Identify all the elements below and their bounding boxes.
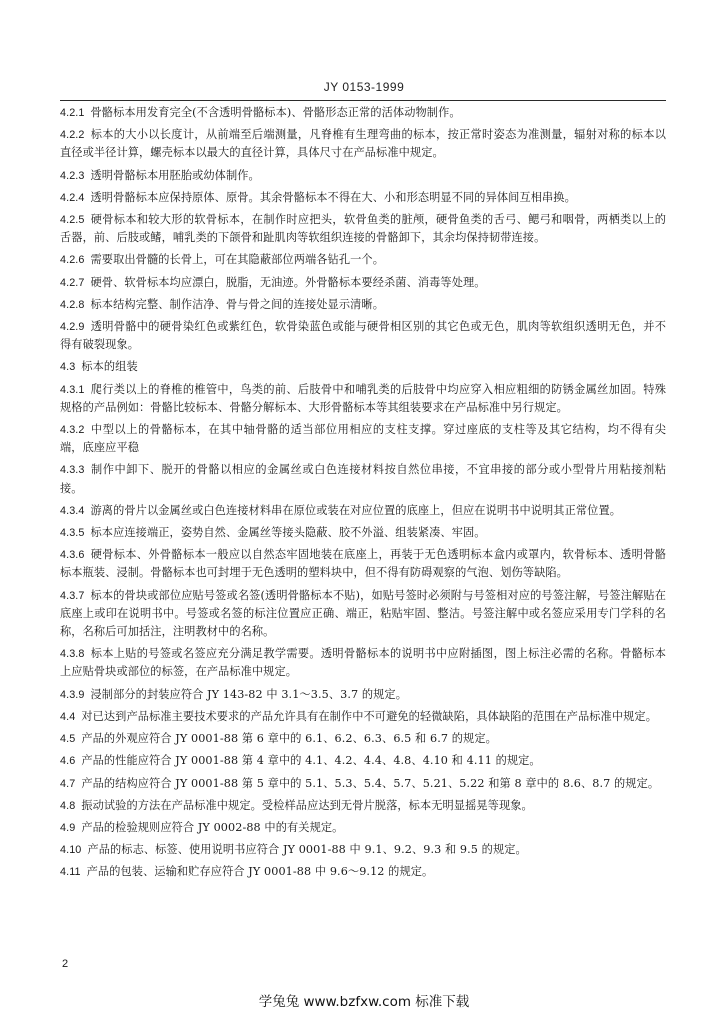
clause-text: 硬骨、软骨标本均应漂白，脱脂，无油迹。外骨骼标本要经杀菌、消毒等处理。 [90,275,486,289]
clause [60,546,666,582]
clause-number: 4.2.2 [60,129,85,142]
clause-text: 产品的检验规则应符合 JY 0002-88 中的有关规定。 [81,820,344,834]
clause [60,296,666,314]
clause [60,752,666,770]
clause [60,645,666,681]
clause-number: 4.3.5 [60,527,85,540]
clause [60,189,666,207]
clause-number: 4.10 [60,844,82,857]
clause-text: 产品的结构应符合 JY 0001-88 第 5 章中的 5.1、5.3、5.4、5.7、5.21、5.22 和第 8 章中的 8.6、8.7 的规定。 [81,776,660,790]
clause-number: 4.3.8 [60,648,85,661]
clause-number: 4.2.3 [60,169,85,182]
page-number: 2 [62,958,69,970]
clause [60,358,666,376]
clause-number: 4.8 [60,799,76,812]
clause-text: 标本结构完整、制作洁净、骨与骨之间的连接处显示清晰。 [90,297,384,311]
document-body [60,104,666,882]
clause [60,863,666,881]
clause-text: 中型以上的骨骼标本，在其中轴骨骼的适当部位用相应的支柱支撑。穿过座底的支柱等及其它结构，均不得有尖端，底座应平稳 [60,423,666,455]
clause-text: 产品的包装、运输和贮存应符合 JY 0001-88 中 9.6～9.12 的规定。 [86,865,434,879]
clause-number: 4.2.7 [60,276,85,289]
clause-number: 4.2.6 [60,254,85,267]
clause [60,502,666,520]
clause [60,841,666,859]
clause-text: 标本的骨块或部位应贴号签或名签(透明骨骼标本不贴)，如贴号签时必须附与号签相对应的号签注解，号签注解贴在底座上或印在说明书中。号签或名签的标注位置应正确、端正，粘贴牢固、整洁。号签注解中或名签应采用专门学科的名称，名称后可加括注，注明教材中的名称。 [60,588,666,639]
clause-text: 游离的骨片以金属丝或白色连接材料串在原位或装在对应位置的底座上，但应在说明书中说明其正常位置。 [90,503,622,517]
footer-watermark[interactable]: 学兔兔 www.bzfxw.com 标准下载 [258,994,470,1010]
clause-number: 4.2.4 [60,191,85,204]
clause-text: 需要取出骨髓的长骨上，可在其隐蔽部位两端各钻孔一个。 [90,253,384,267]
clause-number: 4.2.8 [60,298,85,311]
clause-number: 4.3.9 [60,688,85,701]
clause-number: 4.2.1 [60,107,85,119]
clause-text: 标本的大小以长度计，从前端至后端测量，凡脊椎有生理弯曲的标本，按正常时姿态为准测量，辐射对称的标本以直径或半径计算，螺壳标本以最大的直径计算，具体尺寸在产品标准中规定。 [60,128,666,160]
clause [60,708,666,726]
clause-text: 硬骨标本和较大形的软骨标本，在制作时应把头，软骨鱼类的脏颅，硬骨鱼类的舌弓、鳃弓和咽骨，两栖类以上的舌器，前、后肢或鳍，哺乳类的下颌骨和趾肌肉等软组织连接的骨骼卸下，其余均保持韧带连接。 [60,213,666,245]
clause-number: 4.9 [60,821,76,834]
clause [60,797,666,815]
clause-number: 4.4 [60,710,76,723]
clause [60,686,666,704]
clause-text: 振动试验的方法在产品标准中规定。受检样品应达到无骨片脱落，标本无明显摇晃等现象。 [81,798,533,812]
clause-text: 产品的性能应符合 JY 0001-88 第 4 章中的 4.1、4.2、4.4、4.8、4.10 和 4.11 的规定。 [81,754,541,768]
clause-number: 4.7 [60,777,76,790]
clause [60,819,666,837]
clause-number: 4.3.7 [60,589,85,602]
clause-text: 标本的组装 [81,360,138,374]
clause-text: 透明骨骼标本应保持原体、原骨。其余骨骼标本不得在大、小和形态明显不同的异体间互相串换。 [90,190,576,204]
clause-number: 4.3.3 [60,464,85,477]
clause-number: 4.2.9 [60,321,85,334]
clause-text: 标本应连接端正，姿势自然、金属丝等接头隐蔽、胶不外溢、组装紧凑、牢固。 [90,526,486,540]
clause-number: 4.3.2 [60,424,85,437]
header-rule [60,100,666,101]
clause [60,381,666,417]
clause-text: 透明骨骼标本用胚胎或幼体制作。 [90,168,260,182]
clause-text: 透明骨骼中的硬骨染红色或紫红色，软骨染蓝色或能与硬骨相区别的其它色或无色，肌肉等软组织透明无色，并不得有破裂现象。 [60,320,666,352]
clause [60,274,666,292]
clause [60,104,666,122]
clause-text: 对已达到产品标准主要技术要求的产品允许具有在制作中不可避免的轻微缺陷，具体缺陷的范围在产品标准中规定。 [81,709,657,723]
clause [60,587,666,642]
clause-number: 4.3.6 [60,549,85,562]
clause-text: 产品的外观应符合 JY 0001-88 第 6 章中的 6.1、6.2、6.3、6.5 和 6.7 的规定。 [81,732,497,746]
clause [60,167,666,185]
standard-code: JY 0153-1999 [323,80,405,94]
clause-number: 4.3 [60,361,76,374]
clause [60,318,666,354]
clause-text: 爬行类以上的脊椎的椎管中，鸟类的前、后肢骨中和哺乳类的后肢骨中均应穿入相应粗细的防锈金属丝加固。特殊规格的产品例如：骨骼比较标本、骨骼分解标本、大形骨骼标本等其组装要求在产品标准中另行规定。 [60,382,666,414]
clause-text: 硬骨标本、外骨骼标本一般应以自然态牢固地装在底座上，再装于无色透明标本盒内或罩内，软骨标本、透明骨骼标本瓶装、浸制。骨骼标本也可封埋于无色透明的塑料块中，但不得有防碍观察的气泡、划伤等缺陷。 [60,548,666,580]
clause [60,211,666,247]
clause-text: 骨骼标本用发育完全(不含透明骨骼标本)、骨骼形态正常的活体动物制作。 [90,106,461,119]
clause-number: 4.2.5 [60,214,85,227]
clause [60,775,666,793]
clause-text: 产品的标志、标签、使用说明书应符合 JY 0001-88 中 9.1、9.2、9.3 和 9.5 的规定。 [87,843,527,857]
clause-number: 4.11 [60,866,81,879]
clause-number: 4.6 [60,755,76,768]
clause-number: 4.5 [60,733,76,746]
clause-text: 浸制部分的封装应符合 JY 143-82 中 3.1～3.5、3.7 的规定。 [90,687,407,701]
clause [60,251,666,269]
clause-number: 4.3.4 [60,504,85,517]
clause-number: 4.3.1 [60,383,85,396]
clause [60,126,666,162]
clause-text: 制作中卸下、脱开的骨骼以相应的金属丝或白色连接材料按自然位串接，不宜串接的部分或小型骨片用粘接剂粘接。 [60,463,666,495]
clause [60,730,666,748]
clause [60,524,666,542]
clause [60,461,666,497]
clause-text: 标本上贴的号签或名签应充分满足教学需要。透明骨骼标本的说明书中应附插图，图上标注必需的名称。骨骼标本上应贴骨块或部位的标签，在产品标准中规定。 [60,647,666,679]
clause [60,421,666,457]
